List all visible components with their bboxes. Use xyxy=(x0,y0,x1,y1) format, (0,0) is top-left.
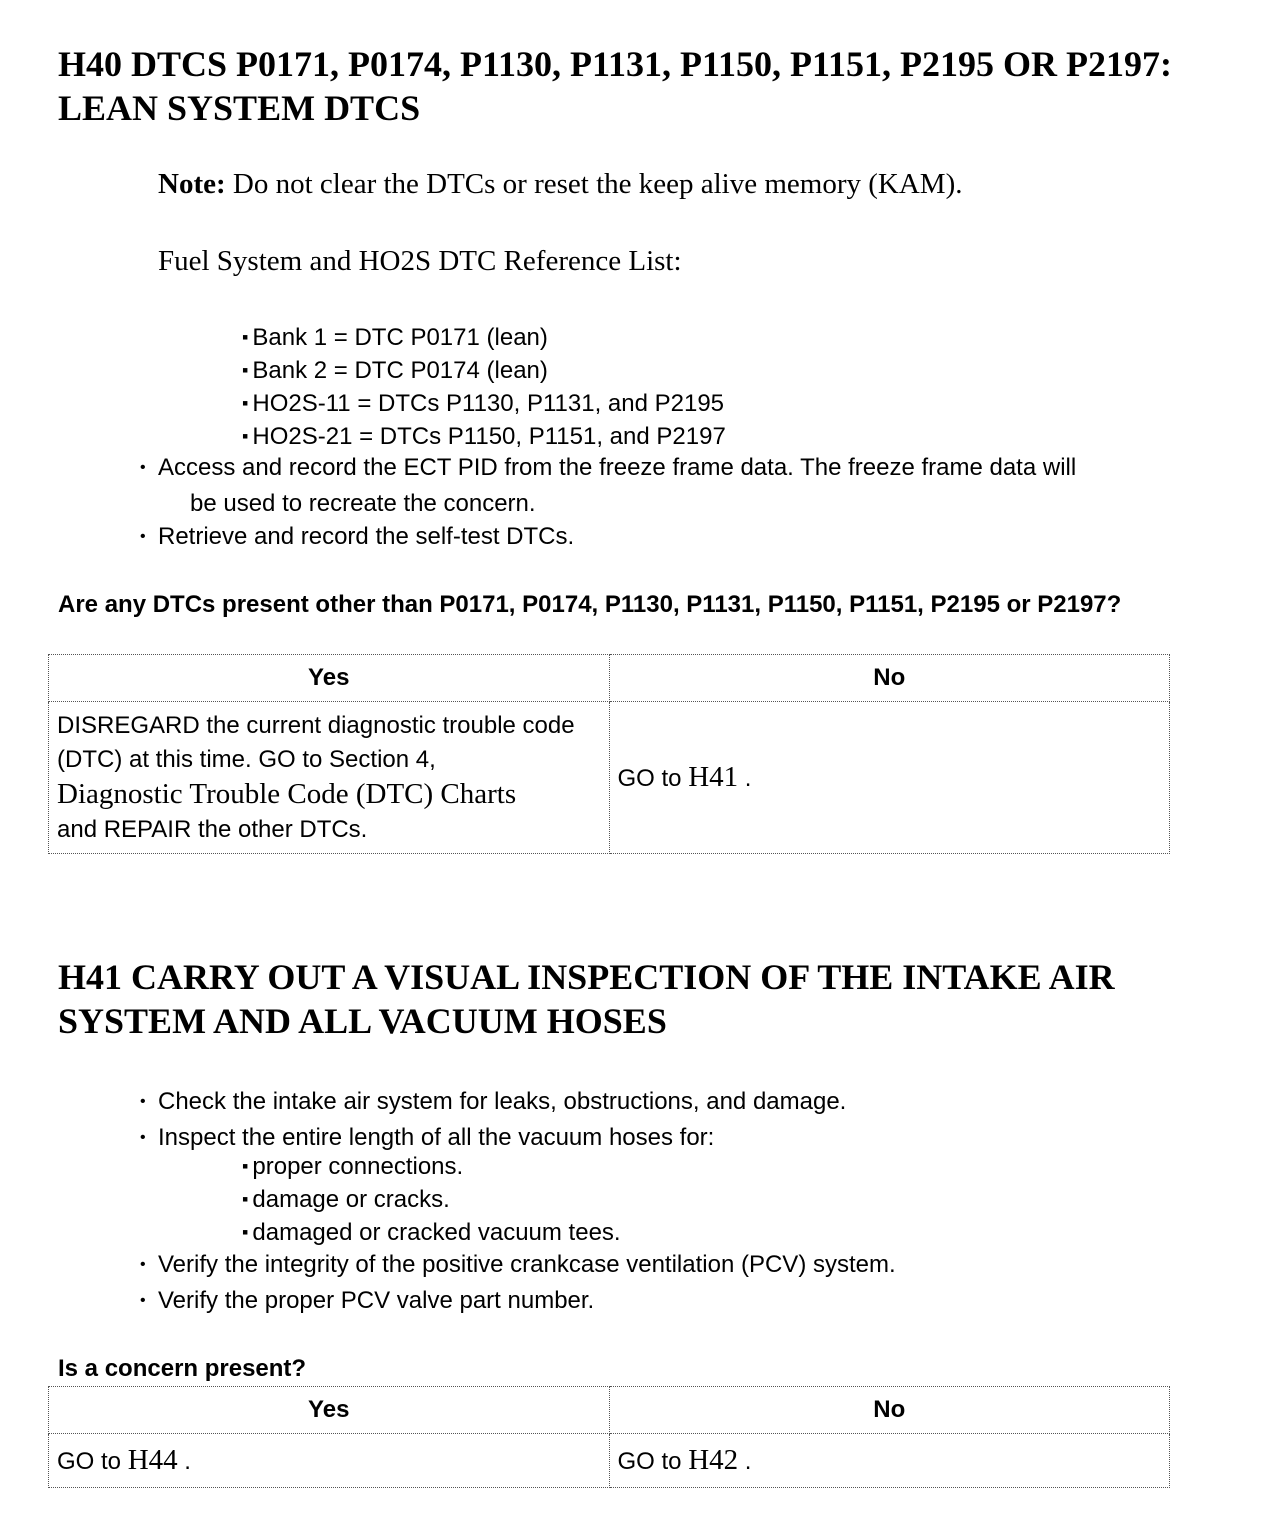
note xyxy=(158,168,963,201)
h40-title: H40 DTCS P0171, P0174, P1130, P1131, P1150, P1151, P2195 OR P2197: LEAN SYSTEM DTCS xyxy=(58,44,1172,128)
h41-steps xyxy=(140,1085,1240,1157)
list-item: • Retrieve and record the self-test DTCs. xyxy=(140,520,1240,556)
no-cell: GO to H42 . xyxy=(609,1434,1170,1488)
h41-title: H41 CARRY OUT A VISUAL INSPECTION OF THE INTAKE AIR SYSTEM AND ALL VACUUM HOSES xyxy=(58,957,1115,1041)
h41-question: Is a concern present? xyxy=(58,1355,307,1382)
list-item: ▪ HO2S-11 = DTCs P1130, P1131, and P2195 xyxy=(242,388,726,421)
list-item: • Access and record the ECT PID from the freeze frame data. The freeze frame data will be used to recreate the concern. xyxy=(140,451,1240,520)
goto-h41-link[interactable]: H41 xyxy=(688,760,739,793)
dtc-charts-link[interactable]: Diagnostic Trouble Code (DTC) Charts xyxy=(57,777,517,810)
no-cell: GO to H41 . xyxy=(609,702,1170,854)
no-header: No xyxy=(609,1387,1170,1434)
goto-h44-link[interactable]: H44 xyxy=(127,1443,178,1476)
h40-question: Are any DTCs present other than P0171, P0174, P1130, P1131, P1150, P1151, P2195 or P2197? xyxy=(58,591,1122,618)
list-item: ▪ Bank 1 = DTC P0171 (lean) xyxy=(242,322,726,355)
list-item: • Check the intake air system for leaks, obstructions, and damage. xyxy=(140,1085,1240,1121)
h40-steps xyxy=(140,451,1240,556)
note-label: Note: xyxy=(158,168,226,200)
yes-cell: DISREGARD the current diagnostic trouble code (DTC) at this time. GO to Section 4, Diagnostic Trouble Code (DTC) Charts and REPAIR the other DTCs. xyxy=(49,702,610,854)
h40-answer-table xyxy=(48,654,1170,854)
note-text: Do not clear the DTCs or reset the keep alive memory (KAM). xyxy=(225,168,963,200)
list-item: ▪ damaged or cracked vacuum tees. xyxy=(242,1217,621,1250)
goto-h42-link[interactable]: H42 xyxy=(688,1443,739,1476)
yes-header: Yes xyxy=(49,1387,610,1434)
h41-steps-after xyxy=(140,1248,1240,1320)
yes-cell: GO to H44 . xyxy=(49,1434,610,1488)
no-header: No xyxy=(609,655,1170,702)
yes-header: Yes xyxy=(49,655,610,702)
list-item: ▪ Bank 2 = DTC P0174 (lean) xyxy=(242,355,726,388)
list-item: ▪ proper connections. xyxy=(242,1151,621,1184)
h41-answer-table xyxy=(48,1386,1170,1488)
list-item: • Inspect the entire length of all the vacuum hoses for: xyxy=(140,1121,1240,1157)
list-item: • Verify the integrity of the positive crankcase ventilation (PCV) system. xyxy=(140,1248,1240,1284)
list-item: ▪ damage or cracks. xyxy=(242,1184,621,1217)
hose-checklist xyxy=(242,1151,621,1250)
reference-list-label: Fuel System and HO2S DTC Reference List: xyxy=(158,245,682,277)
list-item: • Verify the proper PCV valve part number. xyxy=(140,1284,1240,1320)
reference-list xyxy=(242,322,726,454)
list-item: ▪ HO2S-21 = DTCs P1150, P1151, and P2197 xyxy=(242,421,726,454)
